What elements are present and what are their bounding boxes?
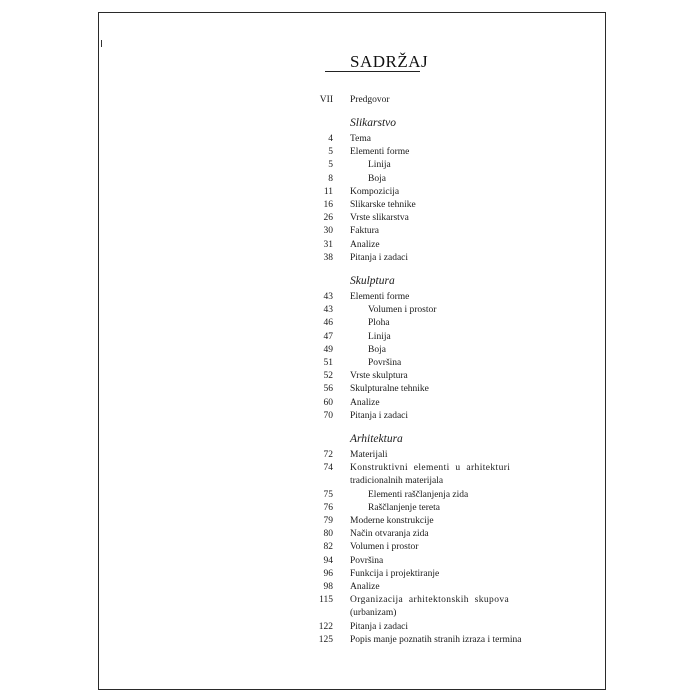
toc-entry-label: Materijali — [350, 450, 388, 460]
toc-entry-label: Funkcija i projektiranje — [350, 568, 440, 579]
toc-page-number: 11 — [323, 186, 333, 197]
toc-row-continuation — [0, 607, 700, 620]
toc-row — [0, 541, 700, 554]
toc-entry-label: Površina — [368, 358, 402, 368]
toc-page-number: 94 — [323, 555, 333, 566]
toc-row — [0, 199, 700, 212]
toc-entry-label: Elementi forme — [350, 292, 410, 302]
toc-row — [0, 186, 700, 199]
toc-page-number: 30 — [323, 226, 333, 237]
toc-row-preface — [0, 94, 700, 107]
toc-entry-label: Vrste skulptura — [350, 371, 408, 382]
section-heading: Skulptura — [350, 275, 395, 287]
page-title: SADRŽAJ — [350, 52, 429, 71]
toc-entry-label: Analize — [350, 397, 380, 408]
toc-entry-label: Raščlanjenje tereta — [368, 502, 441, 513]
toc-entry-label: Volumen i prostor — [368, 305, 437, 316]
toc-page-number: 80 — [323, 529, 333, 540]
toc-page-number: 56 — [323, 384, 333, 395]
toc-row — [0, 304, 700, 317]
toc-row — [0, 225, 700, 238]
toc-page-number: 4 — [328, 134, 333, 144]
toc-entry-label: Tema — [350, 134, 371, 144]
toc-entry-continuation: (urbanizam) — [350, 608, 397, 619]
toc-page-number: 72 — [323, 450, 333, 460]
toc-entry-label: Konstruktivni elementi u arhitekturi — [350, 463, 511, 474]
toc-entry-label: Linija — [368, 331, 391, 342]
toc-entry-label: Analize — [350, 239, 380, 250]
toc-entry-continuation: tradicionalnih materijala — [350, 476, 444, 487]
toc-page-number: 52 — [323, 371, 333, 382]
toc-page-number: 5 — [328, 147, 333, 158]
toc-entry-label: Način otvaranja zida — [350, 529, 429, 540]
toc-page-number: 98 — [323, 582, 333, 592]
toc-row — [0, 462, 700, 475]
toc-page-number: 70 — [323, 410, 333, 421]
toc-entry-label: Skulpturalne tehnike — [350, 384, 429, 395]
toc-entry-label: Boja — [368, 173, 386, 184]
toc-page-number: 49 — [323, 344, 333, 355]
toc-entry-label: Boja — [368, 344, 386, 355]
section-heading: Slikarstvo — [350, 117, 396, 129]
toc-row — [0, 291, 700, 304]
toc-row — [0, 555, 700, 568]
toc-row — [0, 212, 700, 225]
toc-entry-label: Analize — [350, 582, 380, 592]
toc-row — [0, 239, 700, 252]
toc-entry-label: Kompozicija — [350, 186, 400, 197]
toc-row — [0, 410, 700, 423]
toc-entry-label: Pitanja i zadaci — [350, 252, 409, 263]
toc-row — [0, 528, 700, 541]
toc-row — [0, 317, 700, 330]
toc-entry-label: Pitanja i zadaci — [350, 410, 409, 421]
toc-page-number: 96 — [323, 568, 333, 579]
toc-entry-label: Moderne konstrukcije — [350, 516, 434, 526]
toc-entry-label: Volumen i prostor — [350, 542, 419, 553]
toc-row — [0, 621, 700, 634]
toc-entry-label: Popis manje poznatih stranih izraza i termina — [350, 634, 522, 645]
toc-row — [0, 502, 700, 515]
toc-entry-label: Ploha — [368, 318, 390, 329]
toc-entry-label: Površina — [350, 555, 384, 566]
toc-row — [0, 594, 700, 607]
toc-page-number: 46 — [323, 318, 333, 329]
toc-page-number: 79 — [323, 516, 333, 526]
toc-page-number: 60 — [323, 397, 333, 408]
toc-row — [0, 344, 700, 357]
toc-page-number: 82 — [323, 542, 333, 553]
toc-page-number: 8 — [328, 173, 333, 184]
toc-page-number: 76 — [323, 502, 333, 513]
toc-page-number: 31 — [323, 239, 333, 250]
toc-page-number: VII — [319, 95, 333, 105]
toc-entry-label: Predgovor — [350, 95, 390, 105]
toc-page-number: 38 — [323, 252, 333, 263]
toc-row — [0, 357, 700, 370]
toc-row — [0, 634, 700, 647]
toc-page-number: 122 — [318, 621, 333, 632]
toc-row — [0, 173, 700, 186]
toc-entry-label: Elementi raščlanjenja zida — [368, 489, 469, 500]
toc-row — [0, 581, 700, 594]
toc-entry-label: Elementi forme — [350, 147, 410, 158]
toc-page-number: 43 — [323, 305, 333, 316]
toc-row — [0, 133, 700, 146]
toc-page-number: 43 — [323, 292, 333, 302]
toc-row — [0, 383, 700, 396]
toc-row-continuation — [0, 475, 700, 488]
toc-row — [0, 146, 700, 159]
toc-page-number: 5 — [328, 160, 333, 171]
toc-entry-label: Slikarske tehnike — [350, 200, 416, 210]
toc-page-number: 125 — [318, 634, 333, 645]
toc-page-number: 115 — [319, 595, 333, 606]
toc-page-number: 16 — [323, 200, 333, 210]
toc-row — [0, 568, 700, 581]
toc-row — [0, 397, 700, 410]
toc-entry-label: Organizacija arhitektonskih skupova — [350, 595, 510, 606]
toc-page-number: 74 — [323, 463, 333, 474]
toc-row — [0, 370, 700, 383]
section-heading: Arhitektura — [350, 433, 403, 445]
toc-page-number: 26 — [323, 213, 333, 224]
toc-entry-label: Faktura — [350, 226, 380, 237]
toc-entry-label: Pitanja i zadaci — [350, 621, 409, 632]
toc-page-number: 75 — [323, 489, 333, 500]
toc-row — [0, 252, 700, 265]
toc-row — [0, 331, 700, 344]
toc-entry-label: Vrste slikarstva — [350, 213, 409, 224]
toc-row — [0, 489, 700, 502]
toc-row — [0, 159, 700, 172]
toc-page-number: 47 — [323, 331, 333, 342]
toc-entry-label: Linija — [368, 160, 391, 171]
toc-page-number: 51 — [323, 358, 333, 368]
toc-row — [0, 515, 700, 528]
toc-row — [0, 449, 700, 462]
